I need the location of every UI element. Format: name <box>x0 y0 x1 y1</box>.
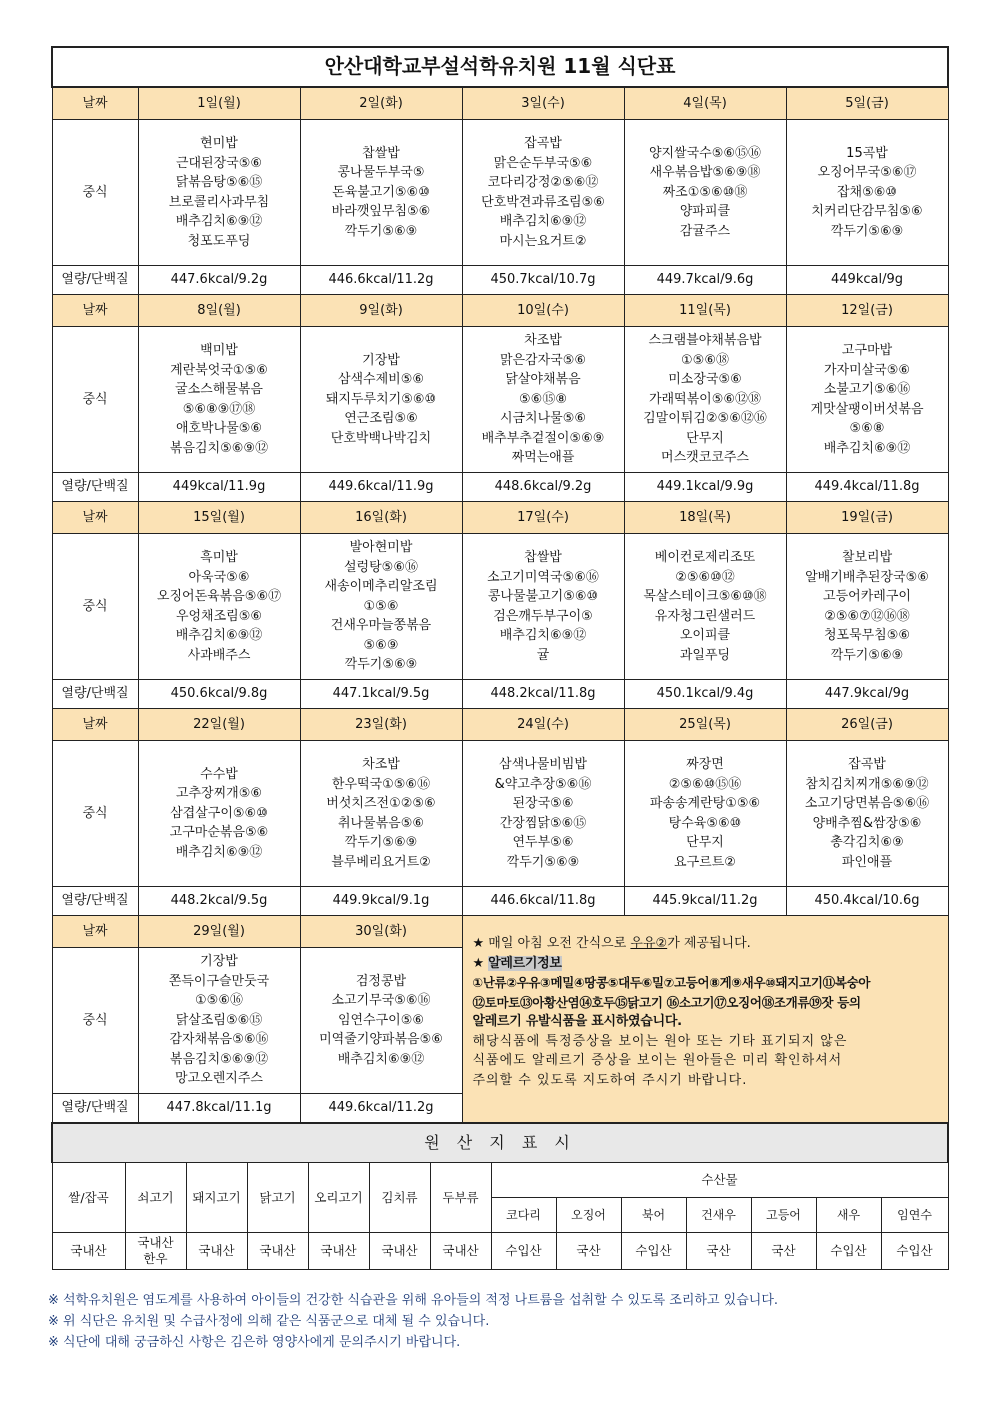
day-date: 11일(목) <box>624 295 786 327</box>
menu-item: 고구마밥 <box>841 343 893 358</box>
menu-item: 배추김치⑥⑨⑫ <box>499 628 587 643</box>
day-date: 24일(수) <box>462 709 624 741</box>
menu-item: 가자미살국⑤⑥ <box>823 362 911 378</box>
day-menu <box>624 120 786 266</box>
day-menu <box>138 327 300 473</box>
menu-item: 콩나물불고기⑤⑥⑩ <box>487 589 599 604</box>
menu-item: 소고기당면볶음⑤⑥⑯ <box>804 796 930 811</box>
day-menu <box>462 120 624 266</box>
day-menu <box>300 534 462 680</box>
menu-item: 배추김치⑥⑨⑫ <box>175 844 263 860</box>
kcal-label: 열량/단백질 <box>52 680 138 709</box>
day-menu <box>462 534 624 680</box>
allergy-title: 알레르기정보 <box>488 955 562 971</box>
menu-item: 삼색수제비⑤⑥ <box>337 372 425 388</box>
day-kcal: 450.4kcal/10.6g <box>786 887 948 916</box>
menu-item: 미역줄기양파볶음⑤⑥ <box>319 1032 443 1048</box>
menu-item: 버섯치즈전①②⑤⑥ <box>326 796 436 811</box>
seafood-value: 수입산 <box>816 1233 881 1270</box>
kcal-label: 열량/단백질 <box>52 473 138 502</box>
origin-column-header: 쇠고기 <box>125 1163 186 1233</box>
week-kcal-row <box>52 266 948 295</box>
menu-item: 청포도푸딩 <box>187 233 251 249</box>
menu-item: 깍두기⑤⑥⑨ <box>344 223 418 239</box>
menu-item: 마시는요거트② <box>499 233 587 249</box>
seafood-value: 수입산 <box>491 1233 556 1270</box>
week-header-row <box>52 502 948 534</box>
seafood-column-header: 북어 <box>621 1198 686 1233</box>
seafood-value: 국산 <box>751 1233 816 1270</box>
menu-item: &약고추장⑤⑥⑯ <box>494 776 592 792</box>
menu-item: 닭볶음탕⑤⑥⑮ <box>175 175 263 190</box>
menu-item: 양지쌀국수⑤⑥⑮⑯ <box>648 145 762 161</box>
menu-item: 고추장찌개⑤⑥ <box>175 786 263 802</box>
menu-item: 유자청그린샐러드 <box>654 608 756 624</box>
menu-item: 맑은감자국⑤⑥ <box>499 352 587 368</box>
menu-item: 단무지 <box>686 835 724 850</box>
week-meal-row <box>52 327 948 473</box>
menu-item: 기장밥 <box>200 954 238 970</box>
allergy-list: ⑫토마토⑬아황산염⑭호두⑮닭고기 ⑯소고기⑰오징어⑱조개류⑲잣 등의 <box>472 994 861 1010</box>
day-menu <box>624 741 786 887</box>
menu-item: 굴소스해물볶음 <box>175 382 263 397</box>
menu-item: ②⑤⑥⑩⑮⑯ <box>668 776 742 792</box>
week-kcal-row <box>52 680 948 709</box>
seafood-value: 국산 <box>686 1233 751 1270</box>
menu-item: 계란북엇국①⑤⑥ <box>170 362 268 378</box>
day-kcal: 449kcal/11.9g <box>138 473 300 502</box>
info-line: 주의할 수 있도록 지도하여 주시기 바랍니다. <box>472 1072 748 1088</box>
menu-item: 고구마순볶음⑤⑥ <box>169 825 269 841</box>
day-menu <box>624 534 786 680</box>
menu-item: 오징어무국⑤⑥⑰ <box>817 165 917 181</box>
menu-item: 배추부추겉절이⑤⑥⑨ <box>481 430 605 446</box>
day-menu <box>300 741 462 887</box>
origin-column-header: 두부류 <box>430 1163 491 1233</box>
day-menu <box>300 327 462 473</box>
day-menu <box>300 948 462 1094</box>
menu-item: ①⑤⑥ <box>363 598 399 614</box>
menu-item: 현미밥 <box>200 136 238 151</box>
week-kcal-row <box>52 887 948 916</box>
menu-item: 브로콜리사과무침 <box>168 194 270 210</box>
menu-item: ①⑤⑥⑱ <box>681 352 729 368</box>
week-meal-row <box>52 741 948 887</box>
menu-item: 차조밥 <box>362 757 400 772</box>
meal-label: 중식 <box>52 534 138 680</box>
menu-item: 콩나물두부국⑤ <box>337 165 425 181</box>
origin-column-header: 쌀/잡곡 <box>52 1163 125 1233</box>
menu-item: 연두부⑤⑥ <box>512 835 574 850</box>
date-label: 날짜 <box>52 916 138 948</box>
day-menu <box>462 741 624 887</box>
day-kcal: 449.6kcal/11.2g <box>300 1094 462 1123</box>
seafood-column-header: 코다리 <box>491 1198 556 1233</box>
menu-item: 김말이튀김②⑤⑥⑫⑯ <box>643 411 767 427</box>
menu-item: ⑤⑥⑮⑧ <box>519 391 567 407</box>
day-date: 1일(월) <box>138 87 300 120</box>
origin-title: 원 산 지 표 시 <box>52 1123 948 1163</box>
menu-item: 기장밥 <box>362 352 400 368</box>
menu-item: 단호박견과류조림⑤⑥ <box>481 194 605 210</box>
menu-item: 소고기무국⑤⑥⑯ <box>331 993 431 1009</box>
day-date: 18일(목) <box>624 502 786 534</box>
menu-item: 잡곡밥 <box>524 136 562 151</box>
menu-item: 연근조림⑤⑥ <box>344 411 418 427</box>
seafood-column-header: 건새우 <box>686 1198 751 1233</box>
menu-item: 목살스테이크⑤⑥⑩⑱ <box>643 589 767 604</box>
menu-item: 검정콩밥 <box>355 973 407 989</box>
seafood-value: 수입산 <box>881 1233 948 1270</box>
origin-column-header: 닭고기 <box>247 1163 308 1233</box>
day-date: 10일(수) <box>462 295 624 327</box>
day-menu <box>138 741 300 887</box>
footer-notes <box>48 1290 948 1353</box>
origin-table <box>51 1122 949 1270</box>
day-date: 22일(월) <box>138 709 300 741</box>
menu-item: 단호박백나박김치 <box>330 430 432 446</box>
menu-item: 오이피클 <box>679 628 731 643</box>
day-menu <box>786 741 948 887</box>
menu-item: 배추김치⑥⑨⑫ <box>823 440 911 456</box>
day-date: 15일(월) <box>138 502 300 534</box>
day-kcal: 449.6kcal/11.9g <box>300 473 462 502</box>
footer-note: ※ 위 식단은 유치원 및 수급사정에 의해 같은 식품군으로 대체 될 수 있습니다. <box>48 1314 490 1329</box>
menu-item: 깍두기⑤⑥⑨ <box>344 835 418 850</box>
menu-item: 찹쌀밥 <box>524 550 562 565</box>
menu-item: 요구르트② <box>674 854 736 870</box>
origin-column-header: 돼지고기 <box>186 1163 247 1233</box>
menu-item: 총각김치⑥⑨ <box>830 835 904 850</box>
menu-item: 흑미밥 <box>200 550 238 565</box>
menu-item: 우엉채조림⑤⑥ <box>175 608 263 624</box>
menu-item: 감자채볶음⑤⑥⑯ <box>169 1032 269 1048</box>
origin-value: 국내산 <box>369 1233 430 1270</box>
menu-item: 삼겹살구이⑤⑥⑩ <box>170 805 268 821</box>
meal-label: 중식 <box>52 120 138 266</box>
menu-item: 15곡밥 <box>846 145 888 161</box>
menu-item: 파송송계란탕①⑤⑥ <box>649 796 761 811</box>
origin-value: 국내산 <box>52 1233 125 1270</box>
menu-item: ②⑤⑥⑩⑫ <box>675 569 735 585</box>
menu-item: 짜먹는애플 <box>511 450 575 466</box>
menu-item: 오징어돈육볶음⑤⑥⑰ <box>156 589 282 604</box>
snack-line <box>473 934 940 954</box>
menu-item: 치커리단감무침⑤⑥ <box>811 204 923 220</box>
day-kcal: 447.6kcal/9.2g <box>138 266 300 295</box>
menu-item: 스크램블야채볶음밥 <box>648 333 762 349</box>
date-label: 날짜 <box>52 502 138 534</box>
menu-item: 블루베리요거트② <box>331 854 431 870</box>
day-menu <box>786 120 948 266</box>
seafood-column-header: 임연수 <box>881 1198 948 1233</box>
menu-item: 발아현미밥 <box>349 540 413 556</box>
menu-item: 깍두기⑤⑥⑨ <box>506 854 580 870</box>
menu-item: 볶음김치⑤⑥⑨⑫ <box>169 440 269 456</box>
day-date: 17일(수) <box>462 502 624 534</box>
day-menu <box>786 534 948 680</box>
day-menu <box>624 327 786 473</box>
menu-item: 간장찜닭⑤⑥⑮ <box>499 815 587 831</box>
menu-sheet <box>51 46 947 1270</box>
menu-item: ①⑤⑥⑯ <box>195 993 243 1009</box>
day-kcal: 449.1kcal/9.9g <box>624 473 786 502</box>
menu-item: 고등어카레구이 <box>823 589 911 604</box>
menu-item: 귤 <box>536 647 550 663</box>
menu-item: 수수밥 <box>200 766 238 782</box>
menu-item: 탕수육⑤⑥⑩ <box>668 815 742 831</box>
menu-table <box>51 46 949 1123</box>
day-menu <box>138 534 300 680</box>
menu-item: 새송이메추리알조림 <box>324 579 438 595</box>
menu-item: ②⑤⑥⑦⑫⑯⑱ <box>824 608 910 624</box>
day-date: 5일(금) <box>786 87 948 120</box>
menu-item: 배추김치⑥⑨⑫ <box>175 214 263 229</box>
origin-column-header: 오리고기 <box>308 1163 369 1233</box>
kcal-label: 열량/단백질 <box>52 266 138 295</box>
day-kcal: 449.9kcal/9.1g <box>300 887 462 916</box>
menu-item: 잡곡밥 <box>848 757 886 772</box>
menu-item: 백미밥 <box>200 343 238 358</box>
day-kcal: 449.4kcal/11.8g <box>786 473 948 502</box>
allergy-title-line <box>473 954 940 974</box>
menu-item: 건새우마늘쫑볶음 <box>330 618 432 634</box>
menu-item: 바라깻잎무침⑤⑥ <box>331 204 431 220</box>
menu-item: 감귤주스 <box>679 223 731 239</box>
menu-item: 양파피클 <box>679 204 731 220</box>
day-kcal: 450.6kcal/9.8g <box>138 680 300 709</box>
day-date: 9일(화) <box>300 295 462 327</box>
day-kcal: 446.6kcal/11.2g <box>300 266 462 295</box>
seafood-column-header: 새우 <box>816 1198 881 1233</box>
allergy-notice <box>462 916 948 1123</box>
day-kcal: 447.8kcal/11.1g <box>138 1094 300 1123</box>
day-date: 30일(화) <box>300 916 462 948</box>
menu-item: 아욱국⑤⑥ <box>188 569 250 585</box>
kcal-label: 열량/단백질 <box>52 887 138 916</box>
week-header-row <box>52 87 948 120</box>
allergy-list: ①난류②우유③메밀④땅콩⑤대두⑥밀⑦고등어⑧게⑨새우⑩돼지고기⑪복숭아 <box>472 975 871 990</box>
origin-value: 국내산 <box>247 1233 308 1270</box>
menu-item: 취나물볶음⑤⑥ <box>337 815 425 831</box>
menu-item: 단무지 <box>686 430 724 446</box>
menu-item: 배추김치⑥⑨⑫ <box>499 214 587 229</box>
week-meal-row <box>52 534 948 680</box>
snack-text-end: 가 제공됩니다. <box>667 936 751 951</box>
menu-item: 닭살야채볶음 <box>505 372 581 388</box>
day-menu <box>786 327 948 473</box>
origin-value: 국내산 <box>186 1233 247 1270</box>
day-date: 4일(목) <box>624 87 786 120</box>
meal-label: 중식 <box>52 948 138 1094</box>
seafood-column-header: 오징어 <box>556 1198 621 1233</box>
menu-item: 짜장면 <box>686 757 724 772</box>
menu-item: 검은깨두부구이⑤ <box>493 608 593 624</box>
seafood-column-header: 고등어 <box>751 1198 816 1233</box>
info-line: 해당식품에 특정증상을 보이는 원아 또는 기타 표기되지 않은 <box>472 1033 848 1049</box>
menu-item: 파인애플 <box>841 854 893 870</box>
day-menu <box>138 948 300 1094</box>
origin-column-header: 김치류 <box>369 1163 430 1233</box>
origin-value: 국내산 한우 <box>125 1233 186 1270</box>
menu-item: 게맛살팽이버섯볶음 <box>810 401 924 417</box>
menu-item: 볶음김치⑤⑥⑨⑫ <box>169 1051 269 1067</box>
day-date: 2일(화) <box>300 87 462 120</box>
footer-note: ※ 식단에 대해 궁금하신 사항은 김은하 영양사에게 문의주시기 바랍니다. <box>48 1335 461 1350</box>
milk-text: 우유② <box>630 936 668 951</box>
week-meal-row <box>52 120 948 266</box>
menu-item: 배추김치⑥⑨⑫ <box>175 628 263 643</box>
page-title: 안산대학교부설석학유치원 11월 식단표 <box>52 47 948 87</box>
menu-item: 시금치나물⑤⑥ <box>499 411 587 427</box>
day-kcal: 449.7kcal/9.6g <box>624 266 786 295</box>
info-line: 식품에도 알레르기 증상을 보이는 원아들은 미리 확인하셔서 <box>472 1053 843 1068</box>
menu-item: 삼색나물비빔밥 <box>499 757 587 772</box>
day-kcal: 448.6kcal/9.2g <box>462 473 624 502</box>
origin-value: 국내산 <box>308 1233 369 1270</box>
date-label: 날짜 <box>52 709 138 741</box>
menu-item: 새우볶음밥⑤⑥⑨⑱ <box>649 165 761 181</box>
menu-item: 미소장국⑤⑥ <box>668 372 742 388</box>
menu-item: 참치김치찌개⑤⑥⑨⑫ <box>805 776 929 792</box>
menu-item: 돼지두루치기⑤⑥⑩ <box>325 391 437 407</box>
menu-item: 차조밥 <box>524 333 562 349</box>
day-menu <box>138 120 300 266</box>
menu-item: 맑은순두부국⑤⑥ <box>493 155 593 171</box>
menu-item: 임연수구이⑤⑥ <box>337 1012 425 1028</box>
menu-item: 사과배주스 <box>187 647 251 663</box>
menu-item: 베이컨로제리조또 <box>654 550 756 565</box>
day-kcal: 447.1kcal/9.5g <box>300 680 462 709</box>
menu-item: 배추김치⑥⑨⑫ <box>337 1051 425 1067</box>
menu-item: 깍두기⑤⑥⑨ <box>830 223 904 239</box>
menu-item: 잡채⑤⑥⑩ <box>836 184 898 200</box>
origin-value: 국내산 <box>430 1233 491 1270</box>
day-date: 3일(수) <box>462 87 624 120</box>
day-date: 19일(금) <box>786 502 948 534</box>
day-kcal: 449kcal/9g <box>786 266 948 295</box>
menu-item: 돈육불고기⑤⑥⑩ <box>332 184 430 200</box>
menu-item: 소불고기⑤⑥⑯ <box>823 382 911 397</box>
meal-label: 중식 <box>52 327 138 473</box>
menu-item: 짜조①⑤⑥⑩⑱ <box>662 184 748 200</box>
day-kcal: 448.2kcal/9.5g <box>138 887 300 916</box>
menu-item: 알배기배추된장국⑤⑥ <box>805 569 929 585</box>
menu-item: 닭살조림⑤⑥⑮ <box>175 1012 263 1028</box>
day-date: 25일(목) <box>624 709 786 741</box>
menu-item: 가래떡볶이⑤⑥⑫⑱ <box>648 391 762 407</box>
day-menu <box>300 120 462 266</box>
date-label: 날짜 <box>52 295 138 327</box>
menu-item: ⑤⑥⑧⑨⑰⑱ <box>182 401 256 417</box>
menu-item: 청포묵무침⑤⑥ <box>823 628 911 643</box>
menu-item: 찰보리밥 <box>841 550 893 565</box>
seafood-header: 수산물 <box>491 1163 948 1198</box>
menu-item: 근대된장국⑤⑥ <box>175 155 263 171</box>
day-date: 23일(화) <box>300 709 462 741</box>
menu-item: ⑤⑥⑧ <box>849 421 885 436</box>
day-kcal: 446.6kcal/11.8g <box>462 887 624 916</box>
meal-label: 중식 <box>52 741 138 887</box>
menu-item: 찹쌀밥 <box>362 145 400 161</box>
allergy-list: 알레르기 유발식품을 표시하였습니다. <box>472 1014 682 1029</box>
menu-item: 과일푸딩 <box>679 647 731 663</box>
day-kcal: 450.1kcal/9.4g <box>624 680 786 709</box>
week-header-row <box>52 916 948 948</box>
menu-item: 소고기미역국⑤⑥⑯ <box>487 569 599 585</box>
day-date: 26일(금) <box>786 709 948 741</box>
day-kcal: 448.2kcal/11.8g <box>462 680 624 709</box>
week-kcal-row <box>52 473 948 502</box>
day-date: 12일(금) <box>786 295 948 327</box>
menu-item: 코다리강정②⑤⑥⑫ <box>487 175 599 190</box>
day-date: 16일(화) <box>300 502 462 534</box>
menu-item: 머스캣코코주스 <box>661 450 749 466</box>
day-kcal: 445.9kcal/11.2g <box>624 887 786 916</box>
menu-item: 애호박나물⑤⑥ <box>175 421 263 436</box>
menu-item: 양배추찜&쌈장⑤⑥ <box>812 815 922 831</box>
menu-item: 쫀득이구슬만둣국 <box>168 973 270 989</box>
menu-item: 깍두기⑤⑥⑨ <box>830 647 904 663</box>
menu-item: ⑤⑥⑨ <box>363 637 399 653</box>
footer-note: ※ 석학유치원은 염도계를 사용하여 아이들의 건강한 식습관을 위해 유아들의 적정 나트륨을 섭취할 수 있도록 조리하고 있습니다. <box>48 1293 779 1308</box>
day-kcal: 450.7kcal/10.7g <box>462 266 624 295</box>
seafood-value: 국산 <box>556 1233 621 1270</box>
date-label: 날짜 <box>52 87 138 120</box>
menu-item: 설렁탕⑤⑥⑯ <box>344 559 418 575</box>
week-header-row <box>52 295 948 327</box>
day-date: 8일(월) <box>138 295 300 327</box>
star-icon: ★ <box>472 955 489 971</box>
week-header-row <box>52 709 948 741</box>
day-menu <box>462 327 624 473</box>
day-date: 29일(월) <box>138 916 300 948</box>
menu-item: 된장국⑤⑥ <box>512 796 574 811</box>
day-kcal: 447.9kcal/9g <box>786 680 948 709</box>
menu-item: 한우떡국①⑤⑥⑯ <box>331 776 431 792</box>
menu-item: 망고오렌지주스 <box>175 1071 263 1087</box>
seafood-value: 수입산 <box>621 1233 686 1270</box>
snack-text: ★ 매일 아침 오전 간식으로 <box>472 936 631 951</box>
kcal-label: 열량/단백질 <box>52 1094 138 1123</box>
menu-item: 깍두기⑤⑥⑨ <box>344 657 418 673</box>
